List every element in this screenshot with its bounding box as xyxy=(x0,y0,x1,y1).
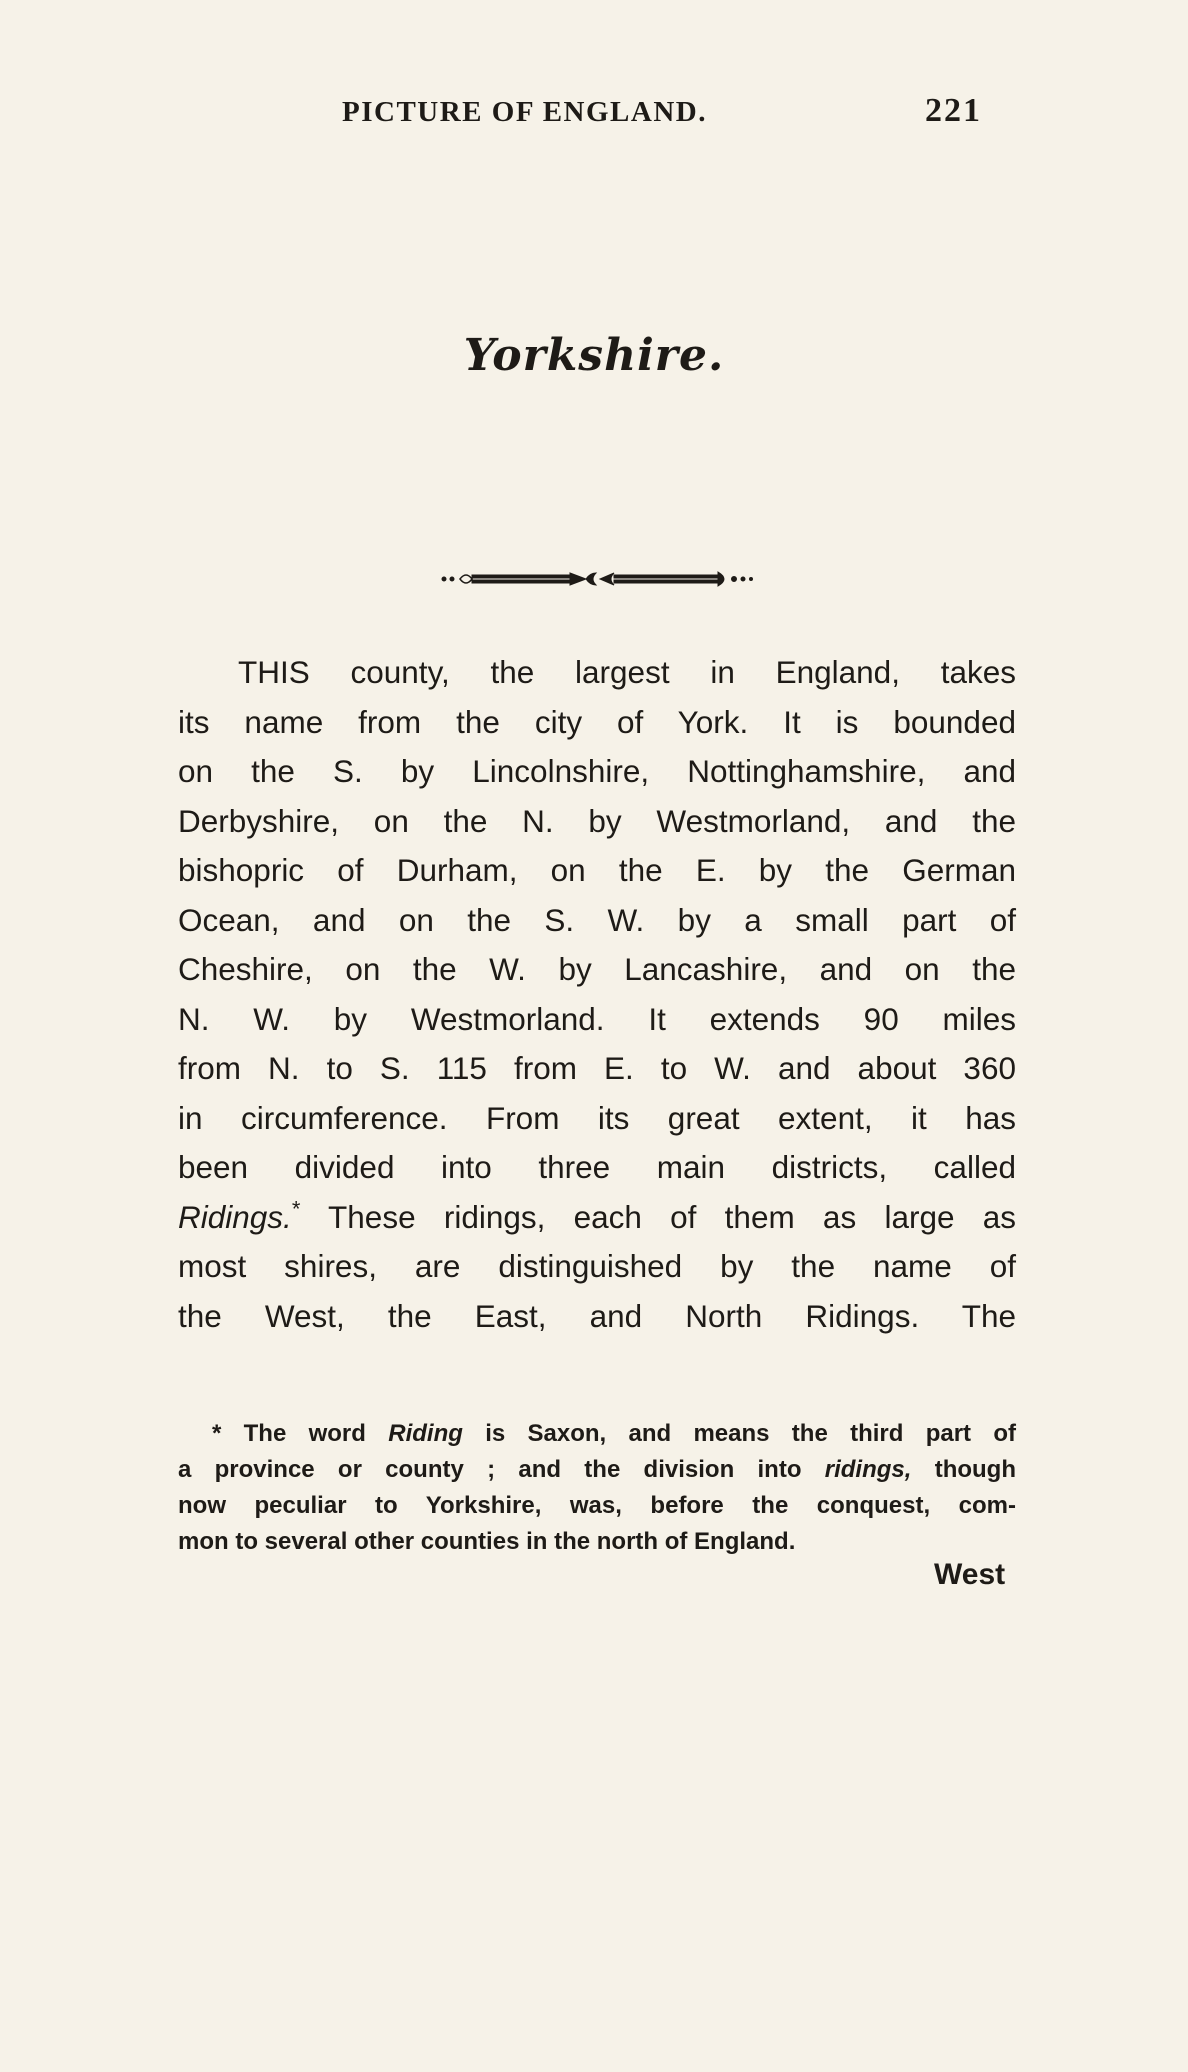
body-line: been divided into three main districts, called xyxy=(178,1149,1016,1185)
body-line: from N. to S. 115 from E. to W. and about 360 xyxy=(178,1050,1016,1086)
footnote-text: a province or county ; and the division into xyxy=(178,1456,802,1483)
chapter-title: Yorkshire. xyxy=(463,330,725,381)
page-number: 221 xyxy=(925,92,982,129)
body-text xyxy=(178,648,1016,1341)
footnote-italic: Riding xyxy=(388,1420,463,1447)
footnote-line xyxy=(178,1452,1016,1488)
footnote-text: is Saxon, and means the third part of xyxy=(485,1420,1016,1447)
footnote-marker: * xyxy=(291,1196,301,1221)
footnote-text: though xyxy=(934,1456,1016,1483)
ridings-word: Ridings. xyxy=(178,1198,292,1235)
footnote xyxy=(178,1416,1016,1560)
body-line: Cheshire, on the W. by Lancashire, and on the xyxy=(178,951,1016,987)
body-line: bishopric of Durham, on the E. by the German xyxy=(178,852,1016,888)
footnote-line: mon to several other counties in the north of England. xyxy=(178,1528,796,1555)
footnote-line: now peculiar to Yorkshire, was, before the conquest, com- xyxy=(178,1492,1016,1519)
body-line-ridings xyxy=(178,1193,1016,1243)
ornamental-rule-icon xyxy=(440,568,760,590)
footnote-italic: ridings, xyxy=(824,1456,912,1483)
body-line: Derbyshire, on the N. by Westmorland, and the xyxy=(178,802,1016,839)
body-line: its name from the city of York. It is bounded xyxy=(178,703,1016,740)
running-head xyxy=(342,92,982,136)
body-line: in circumference. From its great extent, it has xyxy=(178,1099,1016,1136)
body-line: the West, the East, and North Ridings. The xyxy=(178,1297,1016,1334)
catchword: West xyxy=(934,1558,1006,1591)
footnote-text: The word xyxy=(243,1420,366,1447)
body-line: most shires, are distinguished by the name of xyxy=(178,1248,1016,1284)
running-head-title: PICTURE OF ENGLAND. xyxy=(342,96,707,128)
body-line: Ocean, and on the S. W. by a small part of xyxy=(178,901,1016,938)
body-line: on the S. by Lincolnshire, Nottinghamshire, and xyxy=(178,753,1016,789)
footnote-symbol: * xyxy=(212,1420,222,1447)
ridings-line-rest: These ridings, each of them as large as xyxy=(328,1198,1016,1235)
footnote-line xyxy=(178,1416,1016,1452)
body-line: N. W. by Westmorland. It extends 90 miles xyxy=(178,1000,1016,1037)
body-line: THIS county, the largest in England, takes xyxy=(238,654,1016,690)
